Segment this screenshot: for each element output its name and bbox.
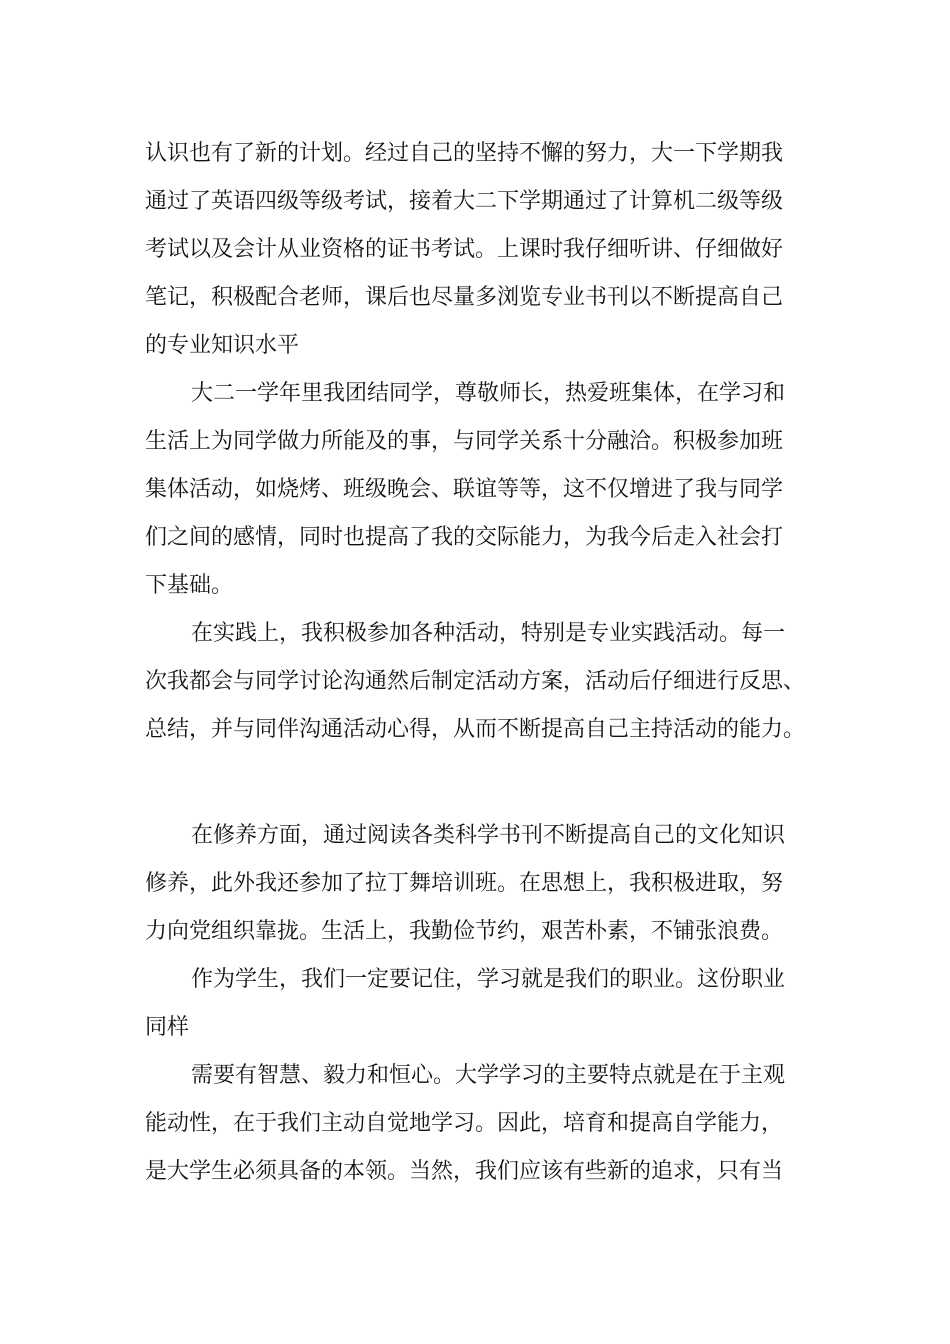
text-line: 力向党组织靠拢。生活上，我勤俭节约，艰苦朴素，不铺张浪费。 — [145, 919, 784, 944]
text-line: 大二一学年里我团结同学，尊敬师长，热爱班集体，在学习和 — [191, 381, 786, 406]
document-body — [145, 130, 825, 1196]
paragraph — [145, 956, 825, 1052]
paragraph — [145, 130, 825, 370]
text-line: 下基础。 — [145, 573, 234, 598]
text-line: 集体活动，如烧烤、班级晚会、联谊等等，这不仅增进了我与同学 — [145, 477, 784, 502]
text-line: 认识也有了新的计划。经过自己的坚持不懈的努力，大一下学期我 — [145, 141, 784, 166]
text-line: 需要有智慧、毅力和恒心。大学学习的主要特点就是在于主观 — [191, 1063, 786, 1088]
text-line: 是大学生必须具备的本领。当然，我们应该有些新的追求，只有当 — [145, 1159, 784, 1184]
text-line: 在实践上，我积极参加各种活动，特别是专业实践活动。每一 — [191, 621, 786, 646]
text-line: 生活上为同学做力所能及的事，与同学关系十分融洽。积极参加班 — [145, 429, 784, 454]
paragraph — [145, 610, 825, 754]
paragraph — [145, 812, 825, 956]
text-line: 考试以及会计从业资格的证书考试。上课时我仔细听讲、仔细做好 — [145, 237, 784, 262]
paragraph — [145, 1052, 825, 1196]
text-line: 次我都会与同学讨论沟通然后制定活动方案，活动后仔细进行反思、 — [145, 669, 806, 694]
text-line: 同样 — [145, 1015, 190, 1040]
paragraph-gap — [145, 754, 825, 812]
text-line: 作为学生，我们一定要记住，学习就是我们的职业。这份职业 — [191, 967, 786, 992]
text-line: 们之间的感情，同时也提高了我的交际能力，为我今后走入社会打 — [145, 525, 784, 550]
text-line: 在修养方面，通过阅读各类科学书刊不断提高自己的文化知识 — [191, 823, 786, 848]
text-line: 通过了英语四级等级考试，接着大二下学期通过了计算机二级等级 — [145, 189, 784, 214]
text-line: 总结，并与同伴沟通活动心得，从而不断提高自己主持活动的能力。 — [145, 717, 806, 742]
text-line: 能动性，在于我们主动自觉地学习。因此，培育和提高自学能力， — [145, 1111, 784, 1136]
text-line: 的专业知识水平 — [145, 333, 300, 358]
text-line: 修养，此外我还参加了拉丁舞培训班。在思想上，我积极进取，努 — [145, 871, 784, 896]
paragraph — [145, 370, 825, 610]
text-line: 笔记，积极配合老师，课后也尽量多浏览专业书刊以不断提高自己 — [145, 285, 784, 310]
